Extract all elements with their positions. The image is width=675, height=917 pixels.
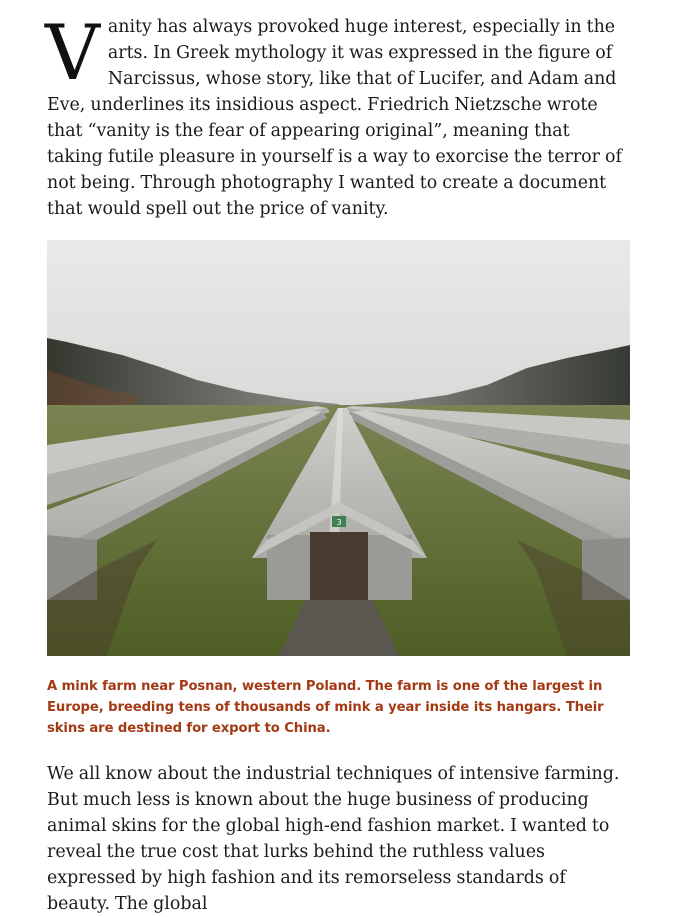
intro-text: anity has always provoked huge interest, especially in the arts. In Greek mythology it was expressed in the figure of Narcissus, whose story, like that of Lucifer, and Adam and Eve, underlines its insidious aspect. Friedrich Nietzsche wrote that “vanity is the fear of appearing original”, meaning that taking futile pleasure in yourself is a way to exorcise the terror of not being. Through photography I wanted to create a document that would spell out the price of vanity. — [47, 17, 622, 219]
drop-cap: V — [45, 8, 100, 97]
intro-paragraph — [45, 8, 630, 222]
mink-farm-photo — [47, 240, 630, 656]
hangar-door — [310, 532, 368, 600]
body-paragraph: We all know about the industrial techniques of intensive farming. But much less is known about the huge business of producing animal skins for the global high-end fashion market. I wanted to reveal the true cost that lurks behind the ruthless values expressed by high fashion and its remorseless standards of beauty. The global — [47, 764, 620, 914]
photo-caption: A mink farm near Posnan, western Poland. The farm is one of the largest in Europe, breeding tens of thousands of mink a year inside its hangars. Their skins are destined for export to China. — [47, 679, 604, 736]
hangar-number: 3 — [336, 518, 342, 527]
figure — [47, 240, 630, 739]
article — [45, 8, 630, 917]
